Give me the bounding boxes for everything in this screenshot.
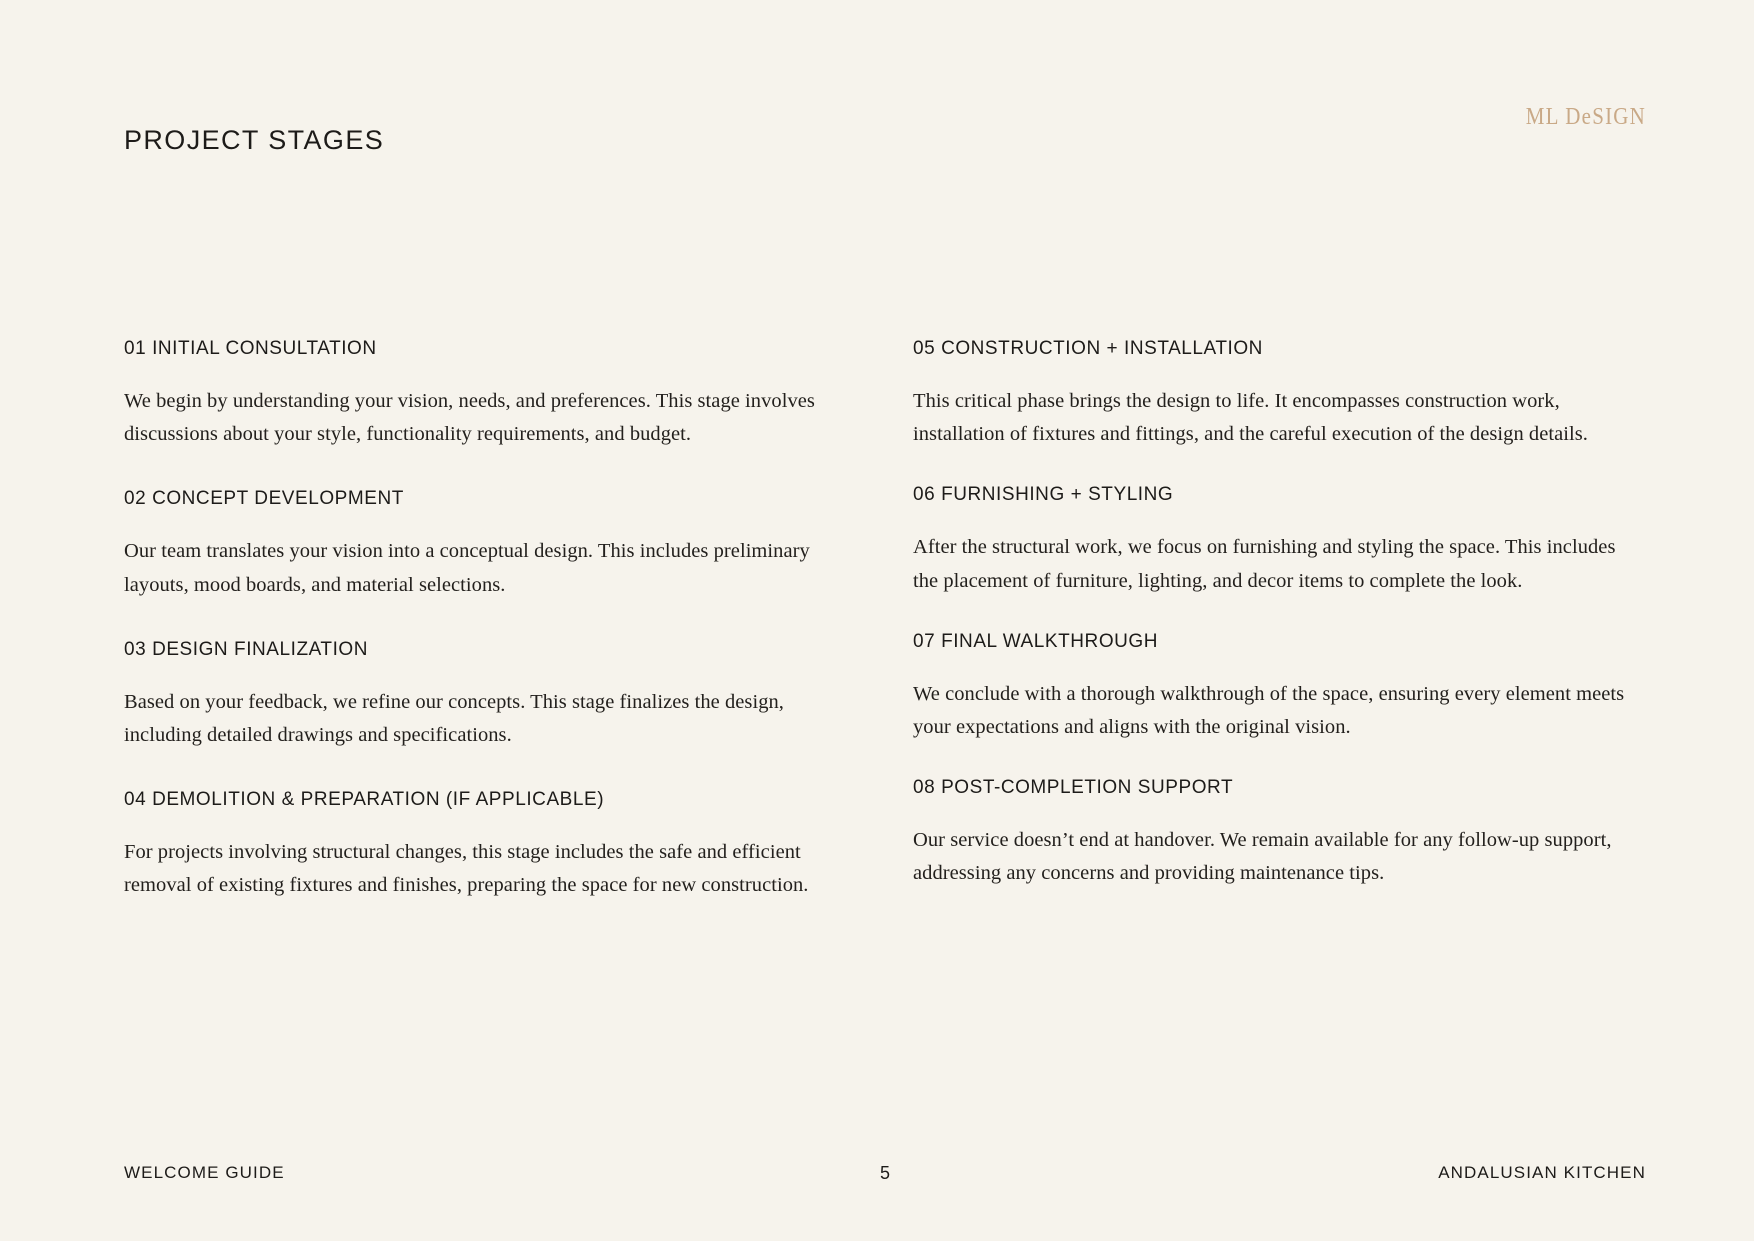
footer-project-name: ANDALUSIAN KITCHEN — [1438, 1163, 1646, 1182]
stage-body: We conclude with a thorough walkthrough of the space, ensuring every element meets your expectations and aligns with the original vision. — [913, 682, 1625, 739]
page-footer — [124, 1163, 1646, 1187]
stage-body: We begin by understanding your vision, needs, and preferences. This stage involves discussions about your style, functionality requirements, and budget. — [124, 390, 815, 446]
footer-document-name: WELCOME GUIDE — [124, 1163, 285, 1182]
brand-logo-text: ML DeSIGN — [1525, 101, 1646, 131]
stage-item — [124, 789, 815, 902]
stage-heading: 02 CONCEPT DEVELOPMENT — [124, 488, 404, 510]
brand-logo — [1526, 102, 1646, 132]
stage-heading: 01 INITIAL CONSULTATION — [124, 338, 377, 359]
stage-heading: 06 FURNISHING + STYLING — [913, 484, 1174, 506]
stage-heading: 08 POST-COMPLETION SUPPORT — [913, 777, 1234, 799]
stage-item — [913, 777, 1646, 890]
stages-columns — [124, 338, 1646, 940]
stage-body: Based on your feedback, we refine our concepts. This stage finalizes the design, including detailed drawings and specifications. — [124, 690, 784, 747]
stage-heading: 05 CONSTRUCTION + INSTALLATION — [913, 338, 1263, 359]
stages-column-left — [124, 338, 885, 940]
stage-item — [124, 639, 815, 752]
stage-body: Our service doesn’t end at handover. We remain available for any follow-up support, addressing any concerns and providing maintenance tips. — [913, 829, 1612, 885]
stage-body: After the structural work, we focus on furnishing and styling the space. This includes the placement of furniture, lighting, and decor items to complete the look. — [913, 536, 1616, 592]
stage-heading: 03 DESIGN FINALIZATION — [124, 638, 369, 660]
stage-item — [124, 338, 815, 451]
stages-column-right — [885, 338, 1646, 940]
stage-item — [124, 488, 815, 601]
stage-heading: 04 DEMOLITION & PREPARATION (IF APPLICABLE) — [124, 789, 605, 811]
footer-page-number: 5 — [879, 1163, 891, 1183]
stage-body: For projects involving structural changes, this stage includes the safe and efficient removal of existing fixtures and finishes, preparing the space for new construction. — [124, 841, 809, 897]
page-title: PROJECT STAGES — [124, 125, 385, 155]
stage-item — [913, 338, 1646, 451]
stage-item — [913, 484, 1646, 597]
stage-body: Our team translates your vision into a conceptual design. This includes preliminary layouts, mood boards, and material selections. — [124, 540, 810, 596]
stage-body: This critical phase brings the design to life. It encompasses construction work, installation of fixtures and fittings, and the careful execution of the design details. — [913, 390, 1588, 446]
stage-heading: 07 FINAL WALKTHROUGH — [913, 630, 1159, 652]
stage-item — [913, 631, 1646, 744]
